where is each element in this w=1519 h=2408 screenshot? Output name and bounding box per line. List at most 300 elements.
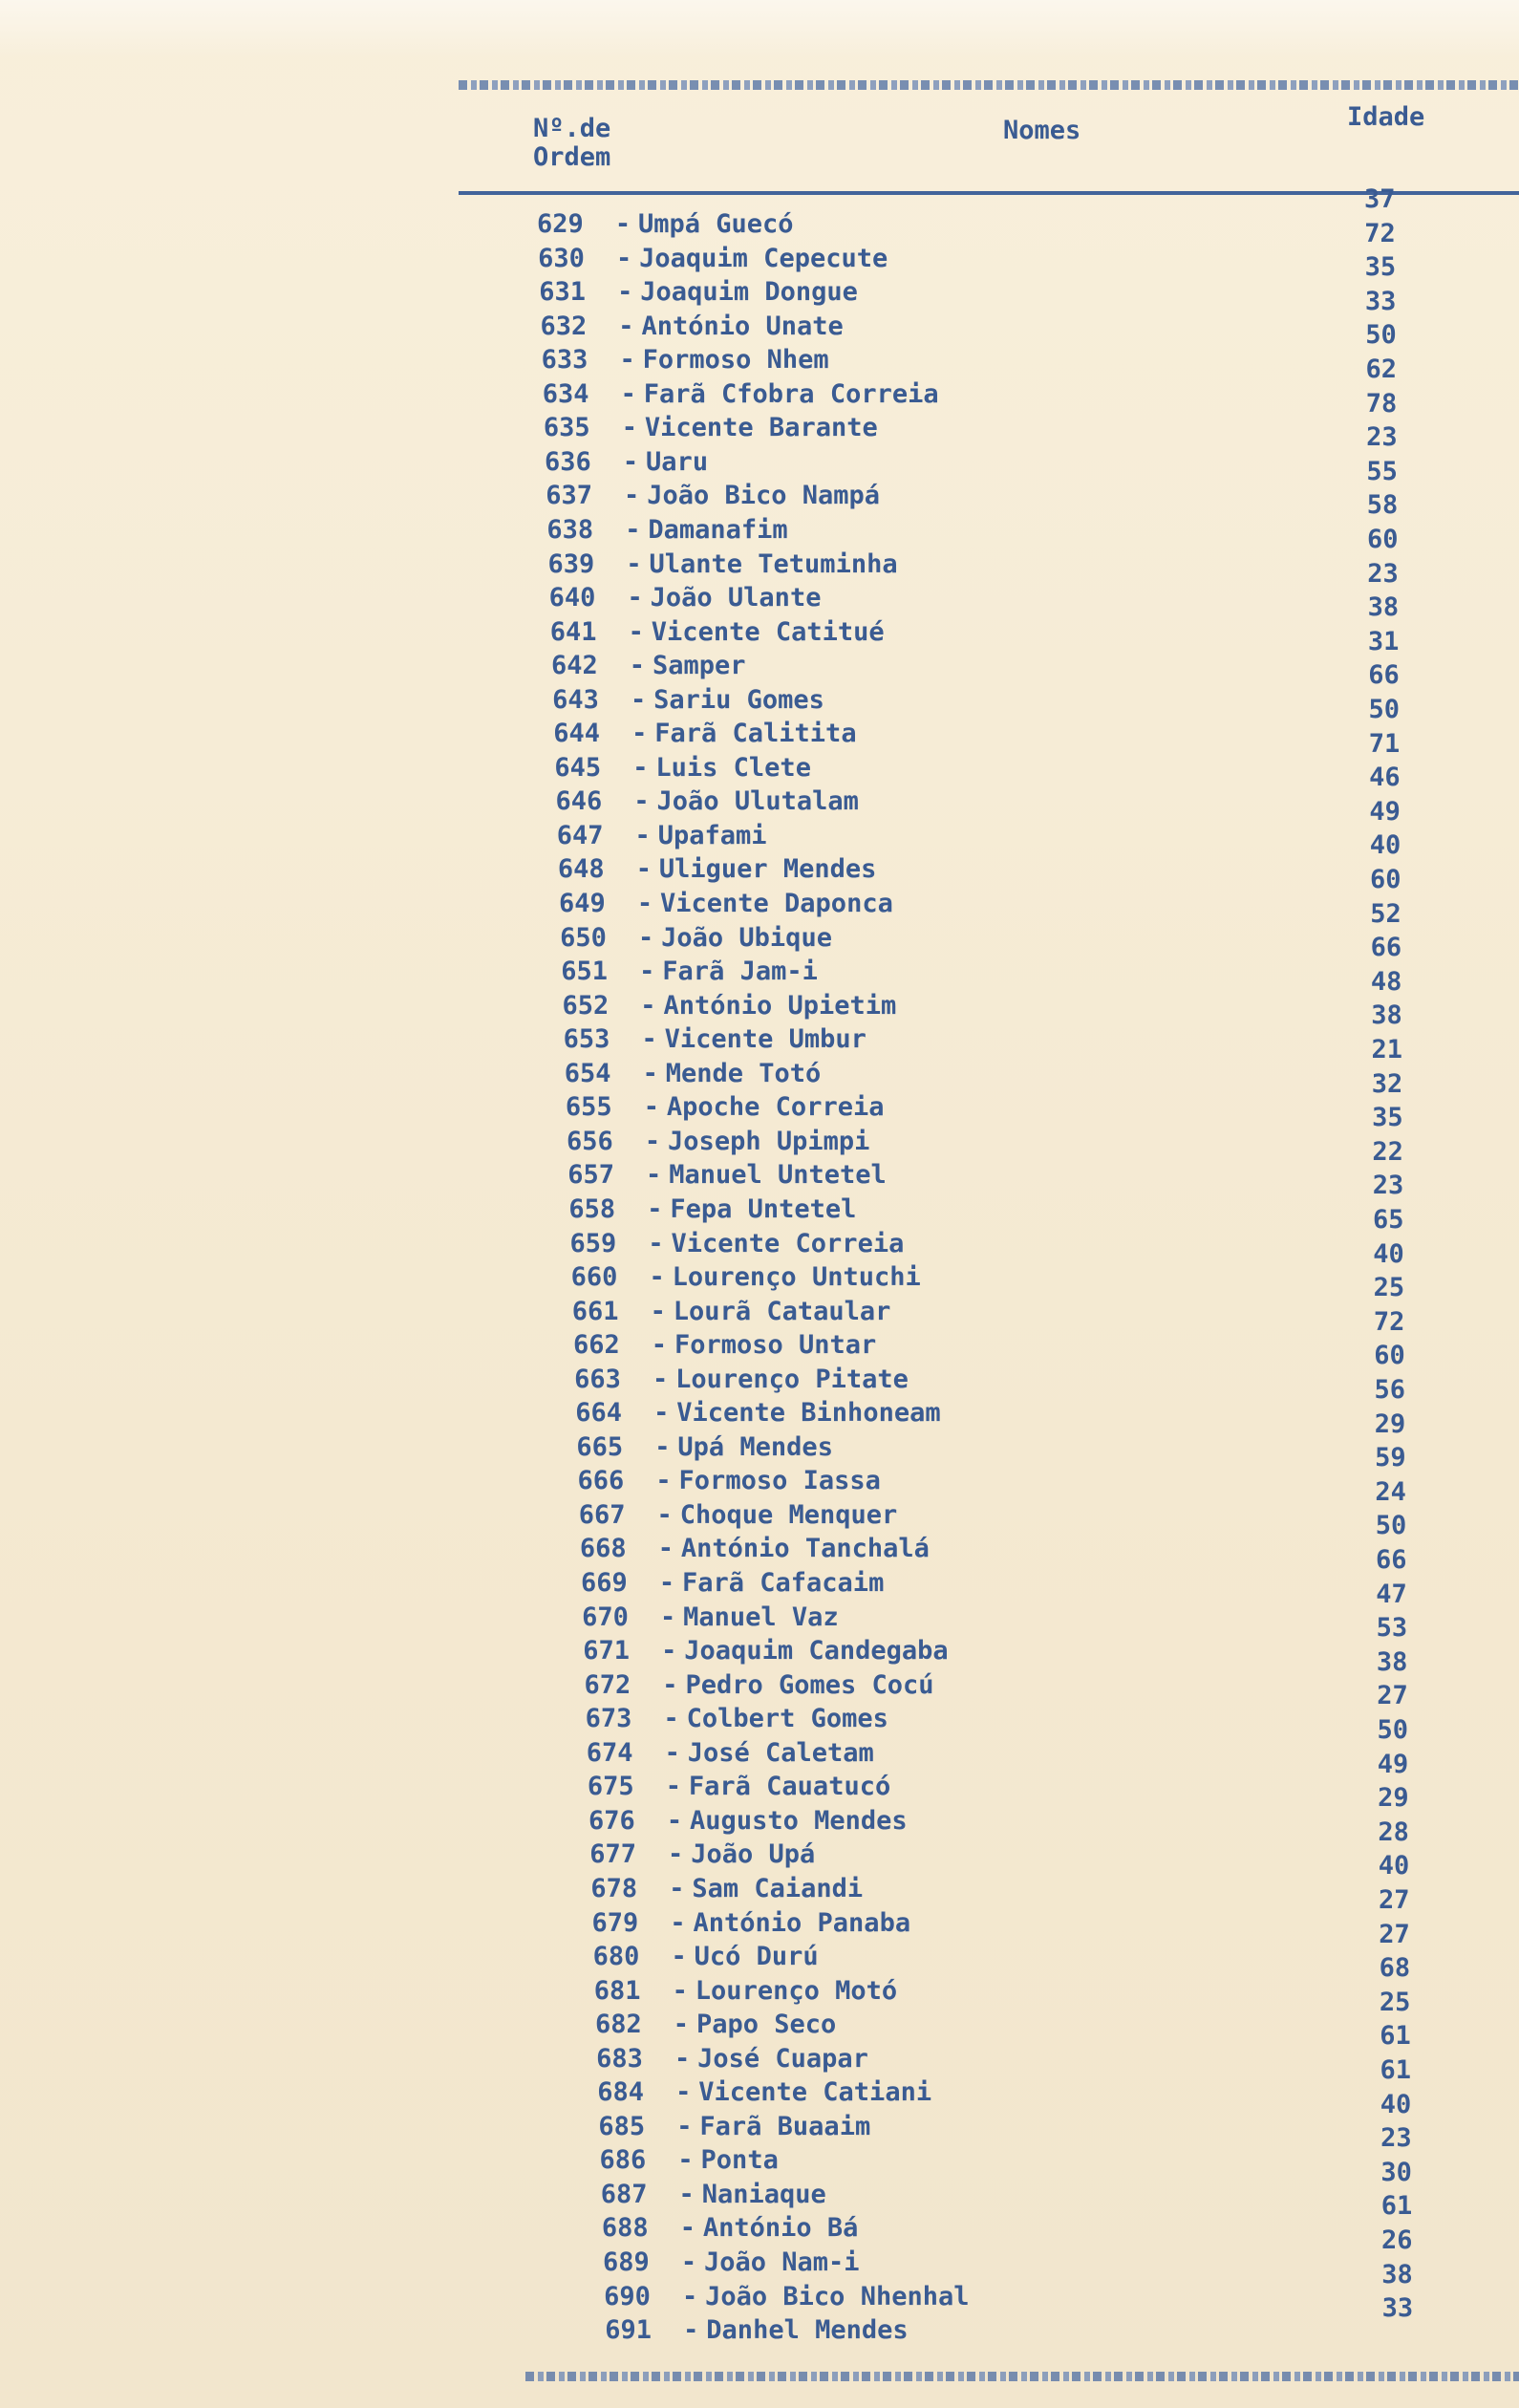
register-row xyxy=(544,412,878,444)
age-value: 23 xyxy=(1366,422,1398,453)
order-number: 639 xyxy=(547,548,595,579)
person-name: Fepa Untetel xyxy=(670,1193,857,1224)
register-row xyxy=(566,1091,885,1124)
age-value: 61 xyxy=(1380,2055,1412,2085)
separator-dash: - xyxy=(635,854,652,885)
age-value: 31 xyxy=(1367,626,1400,656)
register-row xyxy=(560,922,832,955)
order-number: 685 xyxy=(598,2111,646,2141)
separator-dash: - xyxy=(677,2145,694,2176)
order-number: 665 xyxy=(576,1431,624,1462)
register-row xyxy=(595,2009,836,2041)
register-row xyxy=(601,2179,826,2211)
separator-dash: - xyxy=(619,345,635,376)
separator-dash: - xyxy=(622,446,639,477)
register-row xyxy=(586,1703,888,1735)
person-name: Lourenço Untuchi xyxy=(672,1262,921,1293)
order-number: 684 xyxy=(597,2077,645,2108)
register-row xyxy=(576,1431,833,1464)
separator-dash: - xyxy=(664,1737,680,1768)
register-row xyxy=(581,1567,884,1600)
separator-dash: - xyxy=(651,1330,668,1361)
register-row xyxy=(538,243,888,275)
age-value: 72 xyxy=(1373,1306,1405,1337)
age-value: 50 xyxy=(1368,695,1401,724)
age-value: 37 xyxy=(1364,184,1396,214)
person-name: Uliguer Mendes xyxy=(658,854,877,885)
separator-dash: - xyxy=(647,1193,663,1224)
separator-dash: - xyxy=(669,1873,685,1903)
order-number: 650 xyxy=(560,922,607,953)
person-name: Vicente Catiani xyxy=(698,2077,932,2108)
person-name: Augusto Mendes xyxy=(690,1805,908,1836)
register-row xyxy=(543,378,939,411)
person-name: João Bico Nhenhal xyxy=(705,2281,970,2311)
register-row xyxy=(558,853,877,886)
separator-dash: - xyxy=(618,311,634,341)
order-number: 663 xyxy=(574,1364,621,1394)
person-name: Ulante Tetuminha xyxy=(649,548,898,579)
register-row xyxy=(602,2212,859,2245)
register-row xyxy=(557,820,767,852)
register-row xyxy=(567,1159,887,1192)
person-name: Naniaque xyxy=(701,2179,826,2209)
separator-dash: - xyxy=(634,820,651,850)
age-value: 61 xyxy=(1380,2191,1413,2222)
order-number: 686 xyxy=(599,2145,647,2176)
order-number: 678 xyxy=(590,1873,638,1903)
person-name: João Ulutalam xyxy=(656,786,859,817)
register-row xyxy=(571,1261,921,1294)
order-number: 673 xyxy=(585,1704,632,1734)
register-row xyxy=(588,1771,890,1803)
person-name: António Tanchalá xyxy=(680,1534,930,1564)
register-row xyxy=(548,548,898,581)
person-name: Joaquim Candegaba xyxy=(684,1636,949,1666)
separator-dash: - xyxy=(680,2247,697,2277)
order-number: 664 xyxy=(575,1398,623,1429)
age-value: 35 xyxy=(1364,252,1397,283)
person-name: Lourã Cataular xyxy=(673,1296,891,1326)
age-value: 66 xyxy=(1376,1545,1407,1575)
person-name: João Upá xyxy=(691,1839,816,1870)
age-value: 25 xyxy=(1379,1987,1411,2017)
age-value: 50 xyxy=(1365,320,1397,351)
person-name: Farã Buaaim xyxy=(699,2111,871,2141)
register-row xyxy=(564,1023,866,1056)
person-name: Pedro Gomes Cocú xyxy=(685,1669,934,1700)
separator-dash: - xyxy=(671,1942,687,1972)
age-value: 33 xyxy=(1364,286,1397,316)
separator-dash: - xyxy=(650,1296,666,1326)
age-value: 72 xyxy=(1364,218,1396,248)
separator-dash: - xyxy=(620,378,636,409)
person-name: João Bico Nampá xyxy=(647,481,881,511)
person-name: Vicente Correia xyxy=(671,1228,905,1258)
order-number: 659 xyxy=(569,1228,617,1258)
person-name: Vicente Barante xyxy=(644,413,878,443)
order-number: 676 xyxy=(588,1805,635,1836)
register-row xyxy=(552,684,824,717)
order-number: 651 xyxy=(561,957,609,987)
age-value: 47 xyxy=(1376,1579,1407,1609)
separator-dash: - xyxy=(663,1704,679,1734)
separator-dash: - xyxy=(657,1534,674,1564)
separator-dash: - xyxy=(633,786,650,817)
register-row xyxy=(596,2043,868,2075)
order-number: 640 xyxy=(548,583,596,613)
order-number: 638 xyxy=(546,514,594,545)
age-value: 66 xyxy=(1370,933,1402,963)
register-row xyxy=(540,311,843,343)
separator-dash: - xyxy=(652,1364,669,1394)
column-header-ordem: Nº.de Ordem xyxy=(533,114,611,172)
person-name: Vicente Catitué xyxy=(651,616,885,647)
order-number: 687 xyxy=(600,2179,648,2209)
person-name: Manuel Untetel xyxy=(669,1160,887,1191)
age-value: 38 xyxy=(1376,1646,1408,1677)
order-number: 658 xyxy=(568,1193,616,1224)
age-value: 60 xyxy=(1367,525,1399,554)
person-name: João Ulante xyxy=(650,583,822,613)
separator-dash: - xyxy=(668,1839,684,1870)
order-number: 683 xyxy=(596,2043,643,2074)
separator-dash: - xyxy=(675,2077,692,2108)
order-number: 661 xyxy=(571,1296,619,1326)
order-number: 691 xyxy=(605,2315,653,2346)
separator-dash: - xyxy=(679,2213,695,2244)
separator-dash: - xyxy=(666,1805,683,1836)
separator-dash: - xyxy=(682,2281,698,2311)
age-value: 23 xyxy=(1367,558,1399,589)
register-row xyxy=(587,1737,874,1770)
separator-dash: - xyxy=(665,1772,682,1802)
age-value: 25 xyxy=(1373,1273,1405,1303)
register-row xyxy=(575,1397,940,1430)
separator-dash: - xyxy=(616,243,632,273)
bottom-dashed-rule xyxy=(525,2372,1519,2381)
order-number: 642 xyxy=(550,651,598,681)
age-value: 28 xyxy=(1378,1817,1409,1847)
age-value: 30 xyxy=(1380,2157,1412,2187)
order-number: 629 xyxy=(537,209,584,239)
age-value: 23 xyxy=(1380,2123,1412,2154)
age-value: 35 xyxy=(1372,1103,1403,1133)
order-number: 655 xyxy=(565,1092,612,1123)
register-row xyxy=(579,1499,898,1532)
separator-dash: - xyxy=(632,752,649,783)
age-value: 50 xyxy=(1375,1511,1407,1541)
separator-dash: - xyxy=(642,1058,658,1088)
age-value: 40 xyxy=(1373,1238,1404,1269)
register-row xyxy=(549,582,822,614)
separator-dash: - xyxy=(649,1262,665,1293)
age-value: 65 xyxy=(1373,1205,1404,1235)
person-name: Joaquim Dongue xyxy=(640,277,858,308)
separator-dash: - xyxy=(628,616,644,647)
separator-dash: - xyxy=(621,413,638,443)
separator-dash: - xyxy=(644,1126,661,1156)
person-name: Apoche Correia xyxy=(666,1092,885,1123)
age-value: 32 xyxy=(1371,1068,1403,1099)
register-row xyxy=(600,2144,779,2177)
person-name: Farã Cauatucó xyxy=(688,1772,891,1802)
person-name: Formoso Iassa xyxy=(678,1466,881,1496)
register-row xyxy=(546,514,787,547)
person-name: Mende Totó xyxy=(665,1058,822,1088)
person-name: Formoso Untar xyxy=(674,1330,877,1361)
age-value: 66 xyxy=(1368,660,1400,691)
separator-dash: - xyxy=(673,2010,690,2040)
age-value: 78 xyxy=(1365,388,1398,419)
register-row xyxy=(573,1329,876,1362)
register-row xyxy=(590,1873,863,1905)
age-value: 53 xyxy=(1376,1613,1408,1644)
register-row xyxy=(570,1228,905,1260)
age-value: 55 xyxy=(1366,456,1398,486)
person-name: Ucó Durú xyxy=(694,1942,819,1972)
person-name: António Upietim xyxy=(663,990,897,1021)
separator-dash: - xyxy=(646,1160,662,1191)
order-number: 653 xyxy=(563,1024,610,1055)
separator-dash: - xyxy=(614,209,631,239)
order-number: 657 xyxy=(567,1160,614,1191)
separator-dash: - xyxy=(660,1602,676,1632)
register-row xyxy=(580,1533,930,1565)
separator-dash: - xyxy=(627,583,643,613)
person-name: Vicente Daponca xyxy=(660,889,893,918)
register-row xyxy=(567,1126,869,1158)
person-name: António Unate xyxy=(641,311,844,341)
order-number: 647 xyxy=(556,820,604,850)
age-value: 21 xyxy=(1371,1035,1403,1064)
person-name: Ponta xyxy=(700,2145,779,2176)
column-header-nomes: Nomes xyxy=(1003,116,1081,145)
separator-dash: - xyxy=(640,990,656,1021)
register-row xyxy=(556,785,859,818)
separator-dash: - xyxy=(661,1636,677,1666)
separator-dash: - xyxy=(676,2111,693,2141)
age-value: 59 xyxy=(1375,1443,1406,1473)
person-name: João Ubique xyxy=(661,922,832,953)
register-row xyxy=(589,1838,815,1871)
separator-dash: - xyxy=(655,1466,672,1496)
age-value: 29 xyxy=(1374,1408,1406,1439)
age-value: 27 xyxy=(1377,1681,1408,1711)
order-number: 652 xyxy=(562,990,610,1021)
age-value: 27 xyxy=(1379,1919,1410,1949)
person-name: Joseph Upimpi xyxy=(668,1126,870,1156)
age-value: 38 xyxy=(1371,1000,1402,1031)
person-name: Lourenço Pitate xyxy=(675,1364,909,1394)
age-value: 52 xyxy=(1370,898,1401,929)
separator-dash: - xyxy=(662,1669,678,1700)
column-header-idade: Idade xyxy=(1347,102,1425,132)
age-value: 40 xyxy=(1369,830,1401,861)
register-row xyxy=(582,1602,839,1634)
age-value: 22 xyxy=(1372,1136,1403,1167)
register-row xyxy=(550,616,885,649)
order-number: 630 xyxy=(538,243,585,273)
person-name: José Cuapar xyxy=(697,2043,868,2074)
register-row xyxy=(597,2076,931,2109)
person-name: João Nam-i xyxy=(704,2247,860,2277)
order-number: 670 xyxy=(582,1602,629,1632)
person-name: Luis Clete xyxy=(655,752,811,783)
separator-dash: - xyxy=(674,2043,691,2074)
order-number: 662 xyxy=(572,1330,620,1361)
order-number: 690 xyxy=(604,2281,651,2311)
register-row xyxy=(578,1465,881,1497)
order-number: 666 xyxy=(577,1466,625,1496)
order-number: 681 xyxy=(593,1975,641,2006)
order-number: 648 xyxy=(557,854,605,885)
separator-dash: - xyxy=(638,922,654,953)
separator-dash: - xyxy=(678,2179,695,2209)
person-name: Papo Seco xyxy=(695,2010,837,2040)
order-number: 667 xyxy=(578,1499,626,1530)
order-number: 689 xyxy=(603,2247,650,2277)
separator-dash: - xyxy=(653,1398,670,1429)
person-name: José Caletam xyxy=(687,1737,874,1768)
person-name: Danhel Mendes xyxy=(706,2315,909,2346)
order-number: 660 xyxy=(570,1262,618,1293)
age-value: 26 xyxy=(1381,2225,1413,2255)
separator-dash: - xyxy=(641,1024,657,1055)
order-number: 645 xyxy=(554,752,602,783)
separator-dash: - xyxy=(639,957,655,987)
age-value: 38 xyxy=(1381,2259,1413,2290)
person-name: Sam Caiandi xyxy=(692,1873,864,1903)
age-value: 46 xyxy=(1369,763,1401,793)
order-number: 634 xyxy=(542,378,589,409)
register-row xyxy=(598,2111,870,2143)
order-number: 649 xyxy=(559,889,606,918)
register-row xyxy=(537,208,794,241)
age-value: 60 xyxy=(1374,1341,1405,1371)
register-row xyxy=(574,1364,909,1396)
person-name: Manuel Vaz xyxy=(683,1602,839,1632)
person-name: Lourenço Motó xyxy=(695,1975,898,2006)
order-number: 654 xyxy=(564,1058,611,1088)
separator-dash: - xyxy=(658,1568,675,1598)
order-number: 641 xyxy=(549,616,597,647)
separator-dash: - xyxy=(643,1092,660,1123)
order-number: 682 xyxy=(594,2010,642,2040)
separator-dash: - xyxy=(648,1228,664,1258)
order-number: 672 xyxy=(584,1669,631,1700)
order-number: 679 xyxy=(591,1907,639,1938)
age-value: 24 xyxy=(1375,1476,1406,1507)
separator-dash: - xyxy=(654,1431,671,1462)
separator-dash: - xyxy=(626,548,642,579)
age-value: 49 xyxy=(1369,796,1401,827)
age-value: 40 xyxy=(1380,2089,1412,2119)
register-row xyxy=(554,752,811,785)
separator-dash: - xyxy=(625,514,641,545)
register-row xyxy=(539,276,858,309)
person-name: Samper xyxy=(652,651,746,681)
register-row xyxy=(592,1907,911,1940)
person-name: António Panaba xyxy=(693,1907,911,1938)
age-value: 61 xyxy=(1380,2021,1411,2052)
age-value: 62 xyxy=(1365,355,1398,384)
age-value: 29 xyxy=(1378,1783,1409,1814)
person-name: Damanafim xyxy=(648,514,788,545)
separator-dash: - xyxy=(683,2315,699,2346)
age-value: 38 xyxy=(1367,592,1400,623)
register-row xyxy=(562,990,896,1022)
register-row xyxy=(551,650,746,682)
separator-dash: - xyxy=(670,1907,686,1938)
age-value: 68 xyxy=(1379,1953,1411,1984)
order-number: 674 xyxy=(586,1737,633,1768)
register-row xyxy=(603,2247,860,2279)
register-row xyxy=(588,1805,908,1838)
order-number: 688 xyxy=(601,2213,649,2244)
order-number: 669 xyxy=(581,1568,628,1598)
order-number: 636 xyxy=(545,446,591,477)
person-name: Joaquim Cepecute xyxy=(639,243,888,273)
order-number: 633 xyxy=(541,345,588,376)
order-number: 632 xyxy=(540,311,588,341)
age-value: 23 xyxy=(1372,1171,1404,1201)
age-value: 50 xyxy=(1377,1715,1409,1745)
order-number: 631 xyxy=(539,277,587,308)
register-row xyxy=(604,2281,969,2313)
register-row xyxy=(561,956,818,988)
person-name: Vicente Umbur xyxy=(664,1024,866,1055)
age-value: 60 xyxy=(1370,865,1401,894)
order-number: 635 xyxy=(543,413,590,443)
person-name: Upafami xyxy=(657,820,767,850)
person-name: Farã Jam-i xyxy=(662,957,818,987)
separator-dash: - xyxy=(624,481,640,511)
person-name: Farã Calitita xyxy=(654,719,857,749)
age-value: 56 xyxy=(1374,1375,1406,1405)
register-row xyxy=(568,1193,856,1226)
person-name: Umpá Guecó xyxy=(638,209,794,239)
person-name: Colbert Gomes xyxy=(686,1704,888,1734)
person-name: Farã Cafacaim xyxy=(682,1568,885,1598)
age-value: 40 xyxy=(1378,1851,1410,1881)
register-row xyxy=(553,718,856,750)
order-number: 643 xyxy=(552,684,599,715)
separator-dash: - xyxy=(630,684,647,715)
age-value: 49 xyxy=(1377,1749,1409,1779)
order-number: 675 xyxy=(587,1772,634,1802)
order-number: 677 xyxy=(589,1839,636,1870)
register-row xyxy=(572,1296,891,1328)
age-value: 58 xyxy=(1366,490,1399,521)
person-name: Vicente Binhoneam xyxy=(676,1398,941,1429)
order-number: 646 xyxy=(555,786,603,817)
person-name: António Bá xyxy=(702,2213,859,2244)
register-row xyxy=(584,1669,933,1702)
register-row xyxy=(605,2314,908,2347)
separator-dash: - xyxy=(636,889,653,918)
order-number: 671 xyxy=(583,1636,631,1666)
register-row xyxy=(583,1635,948,1667)
register-row xyxy=(545,446,708,479)
register-row xyxy=(593,1941,819,1973)
separator-dash: - xyxy=(629,651,646,681)
age-value: 71 xyxy=(1368,728,1401,759)
register-row xyxy=(542,344,829,376)
person-name: Choque Menquer xyxy=(679,1499,898,1530)
age-value: 48 xyxy=(1370,966,1402,997)
person-name: Sariu Gomes xyxy=(653,684,824,715)
